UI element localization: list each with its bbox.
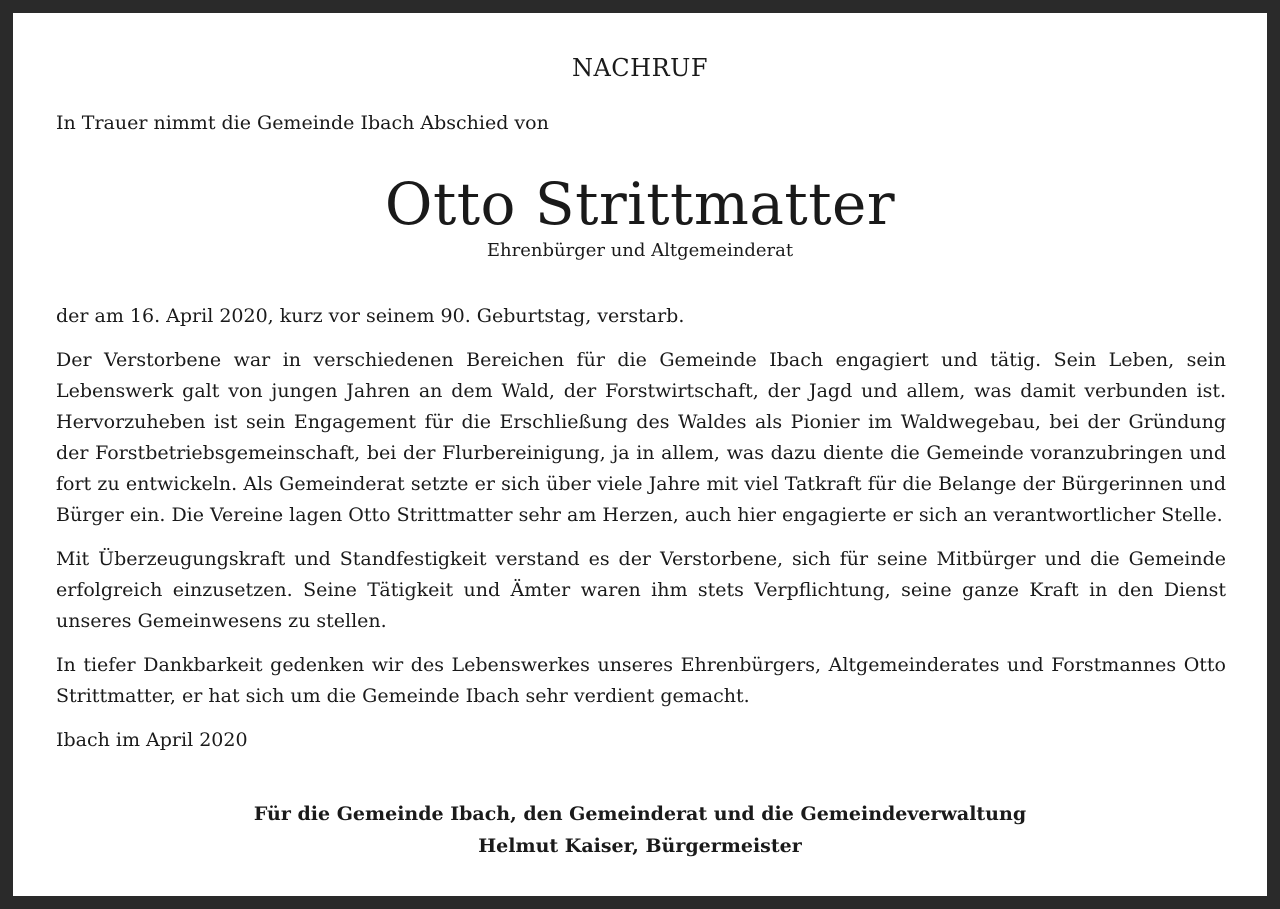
paragraph-gratitude: In tiefer Dankbarkeit gedenken wir des Lebenswerkes unseres Ehrenbürgers, Altgemeinderates und Forstmannes Otto Strittmatter, er hat sich um die Gemeinde Ibach sehr verdient gemacht. bbox=[56, 654, 1226, 707]
paragraph-engagement: Der Verstorbene war in verschiedenen Bereichen für die Gemeinde Ibach engagiert und tätig. Sein Leben, sein Lebenswerk galt von jungen Jahren an dem Wald, der Forstwirtschaft, der Jagd und allem, was damit verbunden ist. Hervorzuheben ist sein Engagement für die Erschließung des Waldes als Pionier im Waldwegebau, bei der Gründung der Forstbetriebsgemeinschaft, bei der Flurbereinigung, ja in allem, was dazu diente die Gemeinde voranzubringen und fort zu entwickeln. Als Gemeinderat setzte er sich über viele Jahre mit viel Tatkraft für die Belange der Bürgerinnen und Bürger ein. Die Vereine lagen Otto Strittmatter sehr am Herzen, auch hier engagierte er sich an verantwortlicher Stelle. bbox=[56, 349, 1226, 526]
notice-body bbox=[56, 301, 1226, 769]
obituary-notice bbox=[13, 13, 1267, 896]
place-date: Ibach im April 2020 bbox=[56, 729, 248, 751]
deceased-name: Otto Strittmatter bbox=[384, 170, 896, 238]
signature-block bbox=[13, 798, 1267, 862]
signature-mayor: Helmut Kaiser, Bürgermeister bbox=[478, 835, 802, 857]
signature-organization: Für die Gemeinde Ibach, den Gemeinderat und die Gemeindeverwaltung bbox=[253, 803, 1027, 825]
intro-line: In Trauer nimmt die Gemeinde Ibach Abschied von bbox=[56, 112, 549, 134]
deceased-honors: Ehrenbürger und Altgemeinderat bbox=[486, 240, 794, 261]
paragraph-conviction: Mit Überzeugungskraft und Standfestigkeit verstand es der Verstorbene, sich für seine Mitbürger und die Gemeinde erfolgreich einzusetzen. Seine Tätigkeit und Ämter waren ihm stets Verpflichtung, seine ganze Kraft in den Dienst unseres Gemeinwesens zu stellen. bbox=[56, 548, 1226, 632]
notice-heading: NACHRUF bbox=[571, 54, 709, 82]
death-line: der am 16. April 2020, kurz vor seinem 90. Geburtstag, verstarb. bbox=[56, 305, 685, 327]
